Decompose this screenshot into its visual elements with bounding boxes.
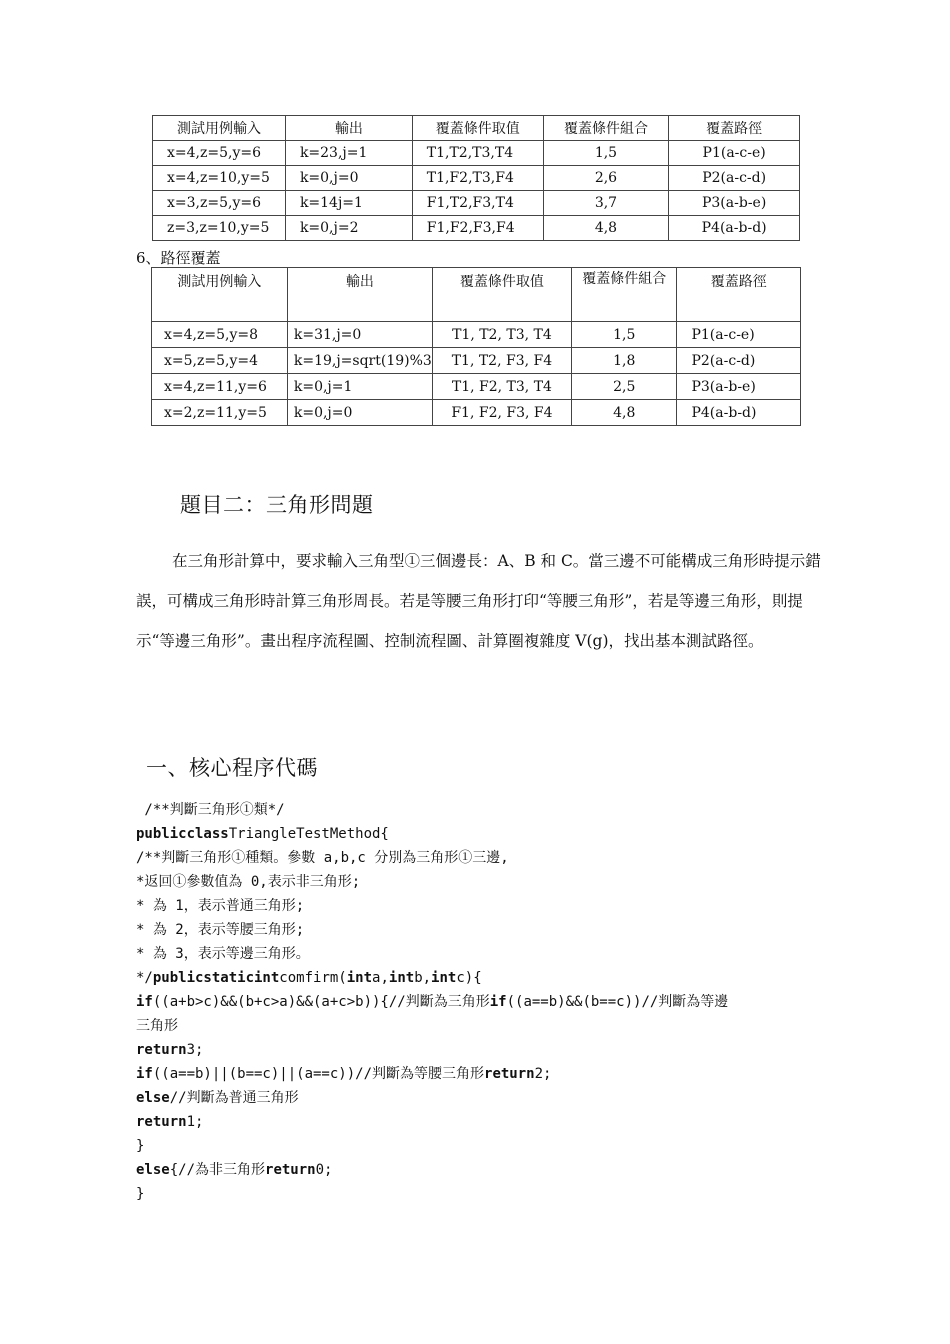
code-keyword: int	[431, 970, 457, 986]
table-cell: k=0,j=0	[287, 400, 432, 426]
code-keyword: return	[136, 1114, 187, 1130]
code-text: ((a+b>c)&&(b+c>a)&&(a+c>b)){//判斷為三角形	[152, 994, 490, 1010]
header-cell: 覆蓋條件取值	[432, 268, 571, 322]
code-keyword: publicclass	[136, 826, 229, 842]
section-6-label: 6、路徑覆蓋	[136, 249, 221, 267]
table-cell: k=0,j=0	[285, 166, 412, 191]
table-row	[153, 191, 800, 216]
code-keyword: return	[265, 1162, 316, 1178]
code-text: {//為非三角形	[169, 1162, 266, 1178]
code-line: * 為 3，表示等邊三角形。	[136, 946, 310, 962]
table-cell: x=4,z=5,y=8	[152, 322, 288, 348]
table-cell: P4(a-b-d)	[677, 400, 801, 426]
code-keyword: return	[484, 1066, 535, 1082]
code-keyword: int	[346, 970, 373, 986]
table-cell: x=2,z=11,y=5	[152, 400, 288, 426]
table-cell: 1,5	[543, 141, 669, 166]
header-cell: 輸出	[287, 268, 432, 322]
code-text: TriangleTestMethod{	[228, 826, 389, 842]
code-text: 0;	[315, 1162, 333, 1178]
problem-2-title: 題目二：三角形問題	[180, 493, 374, 517]
code-keyword: return	[136, 1042, 187, 1058]
table-cell: T1, F2, T3, T4	[432, 374, 571, 400]
table-row	[152, 348, 801, 374]
table-row	[152, 400, 801, 426]
table-header-row	[153, 116, 800, 141]
code-line: }	[136, 1186, 145, 1202]
code-line: 三角形	[136, 1018, 178, 1034]
table-cell: x=4,z=10,y=5	[153, 166, 286, 191]
code-block	[136, 798, 728, 1206]
table-cell: T1, T2, F3, F4	[432, 348, 571, 374]
table-row	[153, 141, 800, 166]
header-cell: 覆蓋條件組合	[543, 116, 669, 141]
table-cell: P2(a-c-d)	[669, 166, 800, 191]
table-cell: x=5,z=5,y=4	[152, 348, 288, 374]
table-cell: k=23,j=1	[285, 141, 412, 166]
header-cell: 測試用例輸入	[152, 268, 288, 322]
table-cell: P1(a-c-e)	[669, 141, 800, 166]
table-cell: x=4,z=5,y=6	[153, 141, 286, 166]
code-text: */	[136, 970, 153, 986]
code-keyword: else	[136, 1090, 170, 1106]
code-text: b,	[414, 970, 432, 986]
table-cell: F1,F2,F3,F4	[412, 216, 543, 241]
table-cell: P1(a-c-e)	[677, 322, 801, 348]
table-cell: 1,5	[572, 322, 677, 348]
problem-2-description: 在三角形計算中，要求輸入三角型①三個邊長：A、B 和 C。當三邊不可能構成三角形時提示錯誤，可構成三角形時計算三角形周長。若是等腰三角形打印“等腰三角形”，若是等邊三角形，則提示“等邊三角形”。畫出程序流程圖、控制流程圖、計算圈複雜度 V(g)，找出基本測試路徑。	[136, 552, 821, 650]
table-cell: T1,T2,T3,T4	[412, 141, 543, 166]
code-keyword: if	[136, 994, 153, 1010]
code-line: }	[136, 1138, 145, 1154]
code-line: * 為 2，表示等腰三角形;	[136, 922, 305, 938]
table-cell: T1,F2,T3,F4	[412, 166, 543, 191]
table-cell: 3,7	[543, 191, 669, 216]
header-cell: 測試用例輸入	[153, 116, 286, 141]
table-cell: x=3,z=5,y=6	[153, 191, 286, 216]
table-cell: P3(a-b-e)	[669, 191, 800, 216]
table-cell: x=4,z=11,y=6	[152, 374, 288, 400]
code-keyword: publicstaticint	[152, 970, 280, 986]
code-line: /**判斷三角形①種類。參數 a,b,c 分別為三角形①三邊,	[136, 850, 509, 866]
table-cell: 1,8	[572, 348, 677, 374]
code-keyword: if	[489, 994, 507, 1010]
header-cell: 輸出	[285, 116, 412, 141]
table-cell: 2,6	[543, 166, 669, 191]
code-text: 1;	[186, 1114, 204, 1130]
table-cell: P4(a-b-d)	[669, 216, 800, 241]
header-cell: 覆蓋條件取值	[412, 116, 543, 141]
table-cell: F1,T2,F3,T4	[412, 191, 543, 216]
coverage-table-2	[151, 267, 801, 426]
code-keyword: else	[136, 1162, 170, 1178]
code-text: c){	[456, 970, 482, 986]
header-cell: 覆蓋路徑	[677, 268, 801, 322]
table-cell: 2,5	[572, 374, 677, 400]
table-cell: P3(a-b-e)	[677, 374, 801, 400]
section-1-title: 一、核心程序代碼	[146, 756, 318, 780]
table-cell: 4,8	[543, 216, 669, 241]
table-cell: k=0,j=2	[285, 216, 412, 241]
code-text: comfirm(	[279, 970, 347, 986]
table-cell: z=3,z=10,y=5	[153, 216, 286, 241]
code-keyword: if	[136, 1066, 153, 1082]
header-cell: 覆蓋路徑	[669, 116, 800, 141]
table-header-row	[152, 268, 801, 322]
table-row	[152, 374, 801, 400]
table-cell: k=0,j=1	[287, 374, 432, 400]
code-text: a,	[372, 970, 389, 986]
code-line: /**判斷三角形①類*/	[136, 802, 285, 818]
table-cell: k=19,j=sqrt(19)%3	[287, 348, 432, 374]
code-text: 2;	[534, 1066, 552, 1082]
coverage-table-1	[152, 115, 800, 241]
table-cell: T1, T2, T3, T4	[432, 322, 571, 348]
table-cell: k=14j=1	[285, 191, 412, 216]
code-text: ((a==b)&&(b==c))//判斷為等邊	[506, 994, 729, 1010]
code-text: 3;	[186, 1042, 204, 1058]
code-line: * 為 1，表示普通三角形;	[136, 898, 305, 914]
table-cell: 4,8	[572, 400, 677, 426]
table-row	[153, 216, 800, 241]
header-cell: 覆蓋條件組合	[572, 268, 677, 322]
table-row	[152, 322, 801, 348]
table-cell: P2(a-c-d)	[677, 348, 801, 374]
code-text: //判斷為普通三角形	[169, 1090, 299, 1106]
table-cell: F1, F2, F3, F4	[432, 400, 571, 426]
code-line: *返回①參數值為 0,表示非三角形;	[136, 874, 361, 890]
code-keyword: int	[388, 970, 415, 986]
table-row	[153, 166, 800, 191]
code-text: ((a==b)||(b==c)||(a==c))//判斷為等腰三角形	[152, 1066, 485, 1082]
table-cell: k=31,j=0	[287, 322, 432, 348]
